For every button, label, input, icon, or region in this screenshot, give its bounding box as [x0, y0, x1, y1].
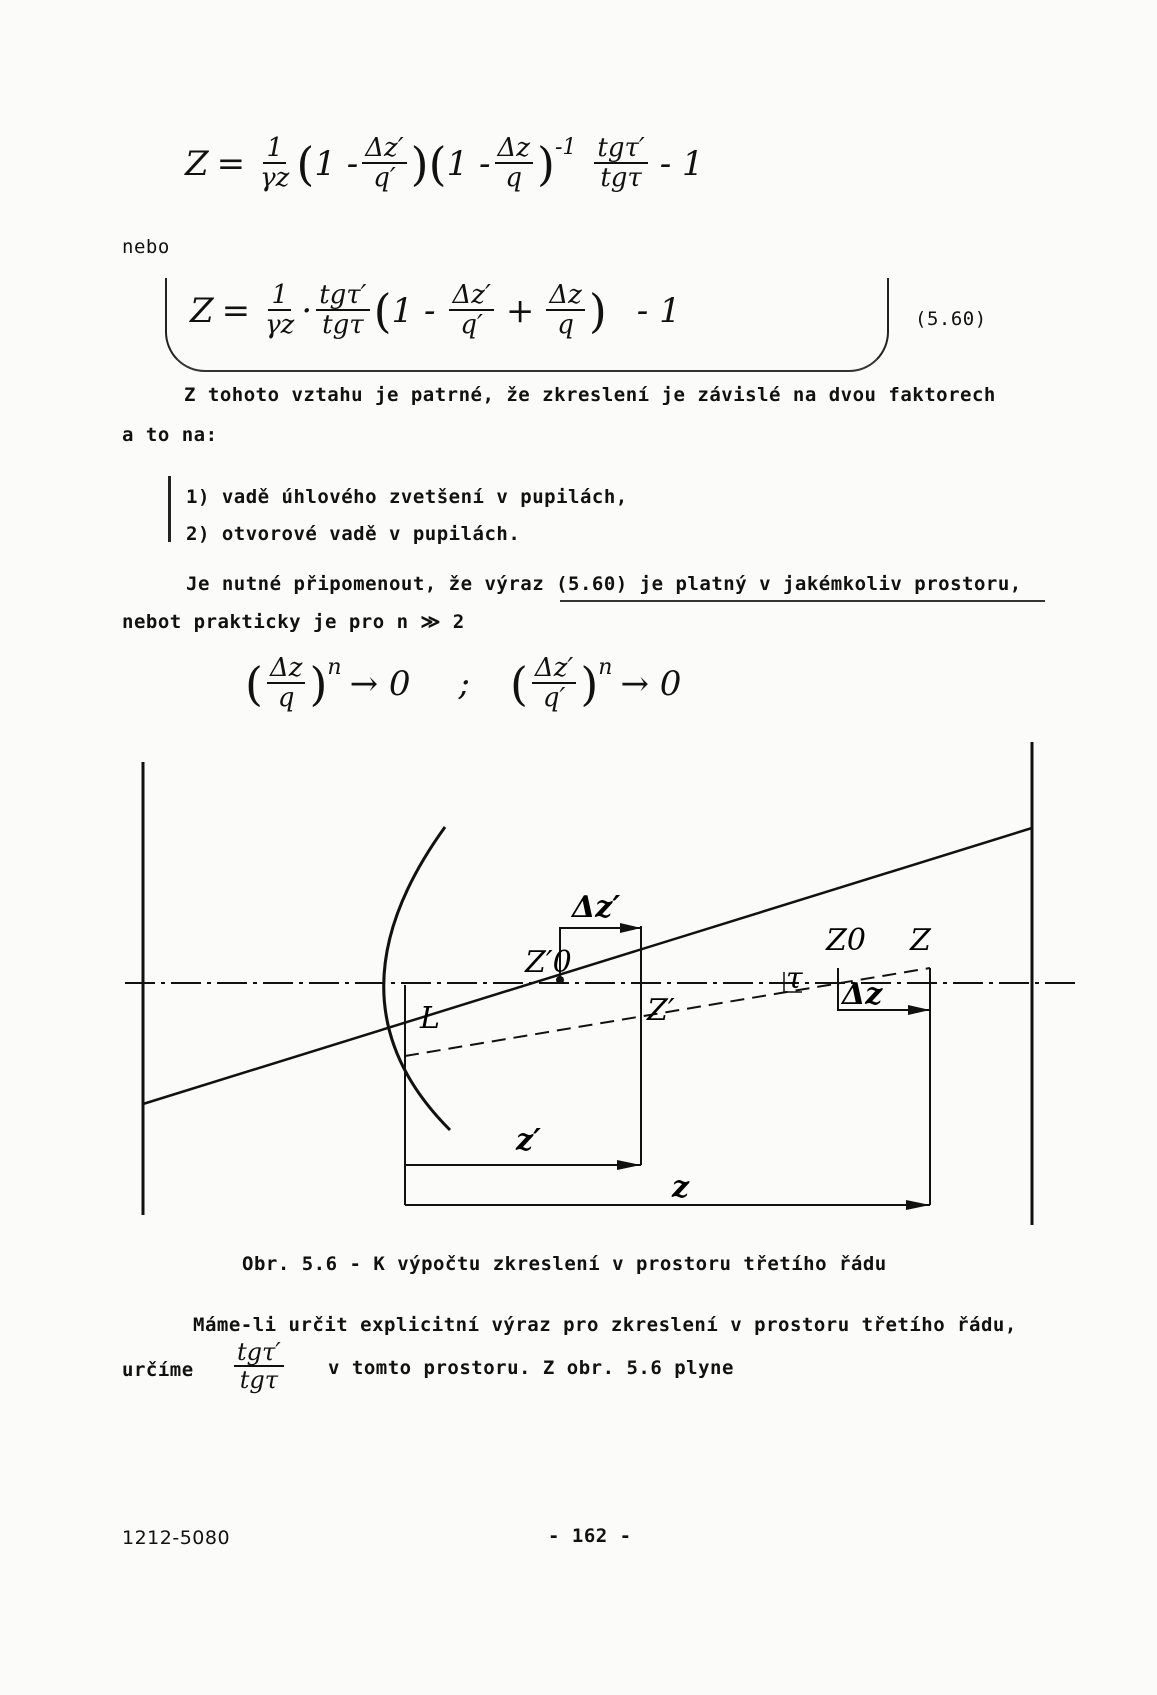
- para-1-line-1: Z tohoto vztahu je patrné, že zkreslení je závislé na dvou faktorech: [184, 384, 996, 406]
- label-z-length: z: [672, 1170, 690, 1205]
- label-z0: Z0: [826, 923, 866, 958]
- eq1-frac-1-over-gamma: $\frac{1}{\gamma z}$: [260, 133, 290, 194]
- nebo-label: nebo: [122, 236, 170, 258]
- arrowhead-zp: [617, 1160, 641, 1170]
- footer-page-number: - 162 -: [548, 1525, 632, 1547]
- lens-surface: [384, 827, 450, 1130]
- label-zprime-point: Z′: [647, 993, 675, 1028]
- label-zprime-length: z′: [516, 1123, 541, 1158]
- eq2-frac-1-over-gamma: $\frac{1}{\gamma z}$: [265, 280, 295, 341]
- para-3-line-2-a: určíme: [122, 1359, 194, 1381]
- label-tau: τ: [786, 961, 803, 996]
- arrowhead-dzp: [620, 923, 641, 933]
- eq2-lhs: Z: [190, 290, 214, 331]
- label-L: L: [420, 1001, 440, 1036]
- eq2-minus: 1 -: [391, 290, 436, 331]
- arrowhead-dz: [908, 1005, 930, 1015]
- limits-expression: ( $\frac{\Delta z}{q}$ ) $^n$ → 0 ; ( $\frac{\Delta z'}{q'}$ ) $^n$ → 0: [245, 653, 682, 714]
- figure-caption: Obr. 5.6 - K výpočtu zkreslení v prostoru třetího řádu: [242, 1253, 887, 1275]
- eq2-equals: =: [221, 290, 251, 331]
- limit-arrow-1: → 0: [349, 663, 411, 704]
- eq2-frac-dzp-qp: $\frac{\Delta z'}{q'}$: [449, 282, 493, 340]
- para-2-line-2: nebot prakticky je pro n ≫ 2: [122, 611, 465, 633]
- eq2-frac-dz-q: $\frac{\Delta z}{q}$: [546, 282, 584, 340]
- eq1-frac-tan: $\frac{\text{tgτ′}}{\text{tgτ}}$: [594, 135, 647, 193]
- limit-separator: ;: [458, 663, 470, 704]
- eq1-frac-dz-q: $\frac{\Delta z}{q}$: [495, 135, 533, 193]
- limit-arrow-2: → 0: [620, 663, 682, 704]
- para-1-line-2: a to na:: [122, 424, 218, 446]
- footer-doc-id: 1212-5080: [122, 1527, 231, 1549]
- equation-number: (5.60): [915, 308, 987, 330]
- limit-frac-dzp-qp: $\frac{\Delta z'}{q'}$: [532, 655, 576, 713]
- para-2-line-1: Je nutné připomenout, že výraz (5.60) je platný v jakémkoliv prostoru,: [186, 573, 1022, 595]
- list-bracket: [168, 476, 171, 542]
- limit-exp-2: n: [598, 655, 613, 680]
- list-item-1: 1) vadě úhlového zvetšení v pupilách,: [186, 486, 628, 508]
- limit-frac-dz-q: $\frac{\Delta z}{q}$: [267, 655, 305, 713]
- limit-exp-1: n: [327, 655, 342, 680]
- equation-1: Z = $\frac{1}{\gamma z}$ ( 1 - $\frac{\Delta z'}{q'}$ )( 1 - $\frac{\Delta z}{q}$ ) $^{-1}$ $\frac{\text{tgτ′}}{\text{tgτ}}$ - 1: [185, 133, 704, 194]
- eq2-minus-one: - 1: [636, 290, 681, 331]
- eq2-plus: +: [505, 290, 535, 331]
- label-dz: Δz: [842, 977, 883, 1012]
- eq2-frac-tan: $\frac{\text{tgτ′}}{\text{tgτ}}$: [316, 282, 369, 340]
- principal-ray: [143, 828, 1032, 1104]
- arrowhead-z: [906, 1200, 930, 1210]
- equation-2: Z = $\frac{1}{\gamma z}$ · $\frac{\text{tgτ′}}{\text{tgτ}}$ ( 1 - $\frac{\Delta z'}{q'}$ + $\frac{\Delta z}{q}$ ) - 1: [190, 280, 681, 341]
- eq1-lhs: Z: [185, 143, 209, 184]
- eq1-exponent: -1: [554, 135, 577, 160]
- para-2-underline: [560, 600, 1045, 602]
- eq1-minus-one: - 1: [659, 143, 704, 184]
- para-3-line-1: Máme-li určit explicitní výraz pro zkreslení v prostoru třetího řádu,: [193, 1314, 1017, 1336]
- label-z0p: Z′0: [525, 945, 572, 980]
- eq1-equals: =: [216, 143, 246, 184]
- eq1-minus-b: 1 -: [446, 143, 491, 184]
- eq1-minus-a: 1 -: [314, 143, 359, 184]
- para-3-line-2-b: v tomto prostoru. Z obr. 5.6 plyne: [328, 1357, 734, 1379]
- list-item-2: 2) otvorové vadě v pupilách.: [186, 523, 521, 545]
- eq1-frac-dzp-qp: $\frac{\Delta z'}{q'}$: [362, 135, 406, 193]
- para-3-fraction: $\frac{\text{tgτ′}}{\text{tgτ}}$: [230, 1340, 288, 1394]
- figure-5-6: [120, 740, 1080, 1260]
- label-dzp: Δz′: [572, 890, 621, 925]
- label-Z: Z: [910, 923, 931, 958]
